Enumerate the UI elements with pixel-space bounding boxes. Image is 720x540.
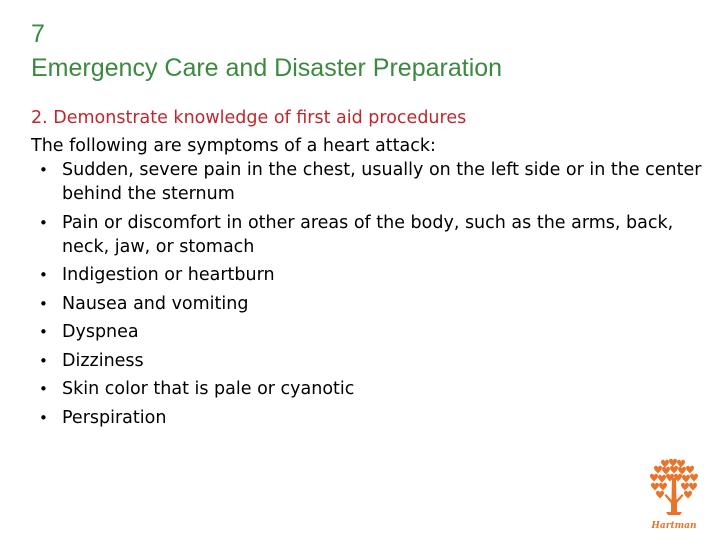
slide-header (31, 17, 502, 85)
list-item-text: Sudden, severe pain in the chest, usually on the left side or in the center behind the sternum (62, 160, 702, 204)
list-item (39, 211, 711, 259)
list-item (39, 349, 711, 373)
bullet-icon: • (39, 266, 48, 284)
bullet-icon: • (39, 294, 48, 313)
list-item (39, 263, 711, 287)
list-item-text: Perspiration (62, 407, 167, 428)
logo-wordmark: Hartman (651, 521, 697, 531)
chapter-number: 7 (31, 20, 45, 48)
list-item-text: Indigestion or heartburn (62, 265, 275, 285)
bullet-icon: • (39, 380, 48, 398)
learning-objective: 2. Demonstrate knowledge of first aid procedures (31, 108, 467, 128)
list-item-text: Dizziness (62, 350, 144, 371)
slide-content (31, 106, 711, 434)
list-item (39, 158, 711, 206)
hartman-logo (642, 456, 706, 532)
bullet-icon: • (39, 161, 48, 179)
list-item-text: Skin color that is pale or cyanotic (62, 379, 355, 399)
bullet-icon: • (39, 323, 48, 341)
bullet-icon: • (39, 213, 48, 232)
bullet-icon: • (39, 351, 48, 370)
list-item (39, 406, 711, 430)
bullet-icon: • (39, 408, 48, 427)
list-item (39, 292, 711, 316)
chapter-title: Emergency Care and Disaster Preparation (31, 54, 503, 82)
symptom-list (31, 158, 711, 430)
list-item (39, 377, 711, 401)
list-item-text: Nausea and vomiting (62, 293, 249, 314)
list-item-text: Pain or discomfort in other areas of the body, such as the arms, back, neck, jaw, or stomach (62, 212, 674, 257)
intro-text: The following are symptoms of a heart attack: (31, 136, 436, 156)
list-item-text: Dyspnea (62, 322, 139, 342)
list-item (39, 320, 711, 344)
heart-tree-logo-icon (642, 456, 706, 532)
